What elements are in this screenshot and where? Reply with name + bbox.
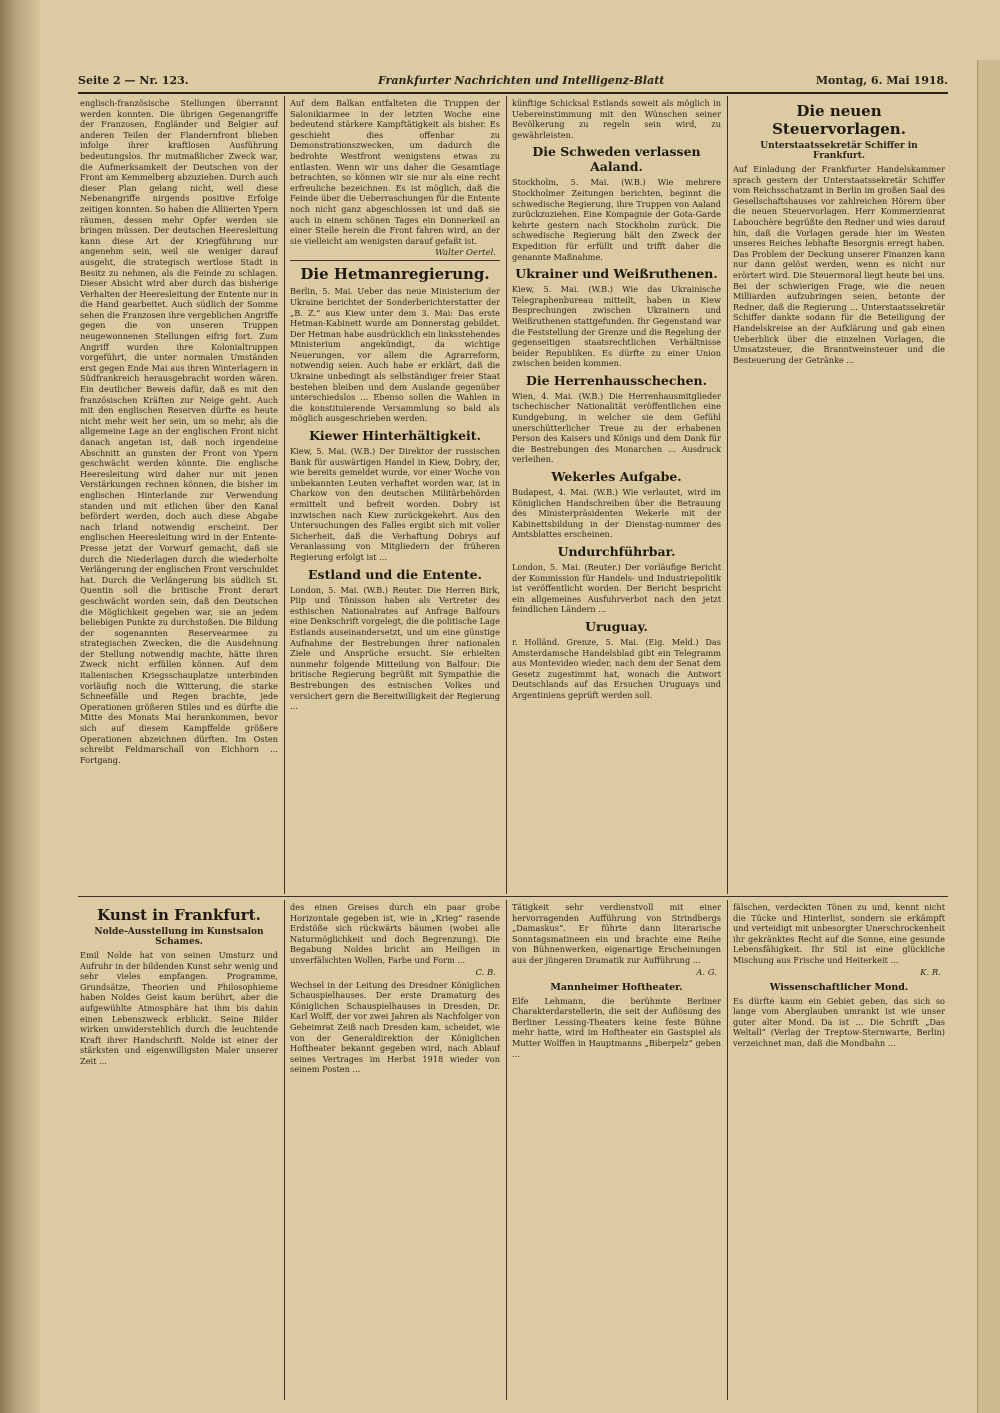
- article-text: Auf Einladung der Frankfurter Handelskammer sprach gestern der Unterstaatssekretär Schiffer vom Reichsschatzamt in Berlin im großen Saal des Gesellschaftshauses vor zahlreichen Hörern über die neuen Steuervorlagen. Herr Kommerzienrat Labouchère begrüßte den Redner und wies darauf hin, daß die Vorlagen gerade hier im Westen unseres Reiches lebhafte Besorgnis erregt haben. Das Problem der Deckung unserer Finanzen kann nur dann gelöst werden, wenn es nicht nur erörtert wird. Die Steuermoral liegt heute bei uns. Bei der schwierigen Frage, wie die neuen Milliarden aufzubringen seien, betonte der Redner, daß die Regierung ... Unterstaatssekretär Schiffer dankte sodann für die Beteiligung der Handelskreise an der Aufklärung und gab einen Ueberblick über die einzelnen Vorlagen, die Umsatzsteuer, die Branntweinsteuer und die Besteuerung der Getränke ...: [733, 164, 945, 365]
- newspaper-title: Frankfurter Nachrichten und Intelligenz-Blatt: [378, 74, 665, 87]
- headline-herrenhaus: Die Herrenhausschechen.: [526, 372, 707, 388]
- headline-undurchfuehrbar: Undurchführbar.: [557, 544, 676, 559]
- column-divider: [284, 96, 285, 894]
- issue-date: Montag, 6. Mai 1918.: [815, 74, 948, 87]
- article-text: Stockholm, 5. Mai. (W.B.) Wie mehrere Stockholmer Zeitungen berichten, beginnt die schwedische Regierung, ihre Truppen von Aaland zurückzuziehen. Eine Kompagnie der Gota-Garde kehrte gestern nach Stockholm zurück. Die schwedische Regierung hält den Zweck der Expedition für erfüllt und trifft daher die genannte Maßnahme.: [512, 177, 721, 262]
- headline-kunst: Kunst in Frankfurt.: [97, 906, 261, 924]
- headline-steuervorlagen: Die neuen Steuervorlagen.: [772, 102, 906, 138]
- article-text: London, 5. Mai. (Reuter.) Der vorläufige Bericht der Kommission für Handels- und Industriepolitik ist veröffentlicht worden. Der Bericht bespricht ein allgemeines Ausfuhrverbot nach den jetzt feindlichen Ländern ...: [512, 562, 721, 615]
- feuilleton-column-3: [512, 902, 721, 1398]
- column-3: [512, 98, 721, 892]
- headline-estland: Estland und die Entente.: [308, 566, 482, 582]
- headline-schweden: Die Schweden verlassen Aaland.: [532, 144, 701, 175]
- author-signature: K. R.: [920, 967, 941, 978]
- column-divider: [506, 900, 507, 1400]
- column-divider: [727, 96, 728, 894]
- column-divider: [727, 900, 728, 1400]
- article-text: Emil Nolde hat von seinen Umsturz und Aufruhr in der bildenden Kunst sehr wenig und sehr vieles empfangen. Programme, Grundsätze, Theorien und Philosophieme haben Noldes Geist kaum berührt, aber die aufgewühlte Atmosphäre hat ihm bis dahin einen Lebenszweck erblickt. Seine Bilder wirken unwiderstehlich durch die leuchtende Kraft ihrer Handschrift. Nolde ist einer der stärksten und eigenwilligsten Maler unserer Zeit ...: [80, 950, 278, 1066]
- headline-ukrainer: Ukrainer und Weißruthenen.: [515, 266, 718, 282]
- headline-hetmanregierung: Die Hetmanregierung.: [300, 265, 490, 284]
- article-text: London, 5. Mai. (W.B.) Reuter. Die Herren Birk, Piip und Tõnisson haben als Vertreter des esthischen Nationalrates auf Anfrage Balfours eine Denkschrift vorgelegt, die die politische Lage Estlands auseinandersetzt, und um eine günstige Aufnahme der Bestrebungen ihrer nationalen Ziele und Ansprüche ersucht. Sie erhielten nunmehr folgende Mitteilung von Balfour: Die britische Regierung begrüßt mit Sympathie die Bestrebungen des estnischen Volkes und versichert gern die Bereitwilligkeit der Regierung ...: [290, 584, 500, 712]
- feuilleton-column-4: [733, 902, 945, 1398]
- section-divider: [78, 896, 948, 897]
- column-4: [733, 98, 945, 892]
- article-text: r. Holländ. Grenze, 5. Mai. (Eig. Meld.) Das Amsterdamsche Handelsblad gibt ein Telegramm aus Montevideo wieder, nach dem der Senat dem Gesetz zugestimmt hat, wonach die Antwort Deutschlands auf das Ersuchen Uruguays und Argentiniens geprüft werden soll.: [512, 636, 721, 700]
- feuilleton-column-1: [80, 902, 278, 1398]
- page-number: Seite 2 — Nr. 123.: [78, 74, 189, 87]
- author-signature: Walter Oertel.: [435, 248, 496, 259]
- article-text: Wien, 4. Mai. (W.B.) Die Herrenhausmitglieder tschechischer Nationalität veröffentlichen eine Kundgebung, in welcher sie dem Gefühl unerschütterlicher Treue zu der erhabenen Person des Kaisers und Königs und dem Dank für die Bestrebungen des Monarchen ... Ausdruck verleihen.: [512, 390, 721, 465]
- article-text: Budapest, 4. Mai. (W.B.) Wie verlautet, wird im Königlichen Handschreiben über die Betrauung des Ministerpräsidenten Wekerle mit der Kabinettsbildung in der Dienstag-nummer des Amtsblattes erscheinen.: [512, 487, 721, 540]
- feuilleton-column-2: [290, 902, 500, 1398]
- article-text: Es dürfte kaum ein Gebiet geben, das sich so lange vom Aberglauben umrankt ist wie unser guter alter Mond. Da ist ... Die Schrift „Das Weltall“ (Verlag der Treptow-Sternwarte, Berlin) verzeichnet man, daß die Mondbahn ...: [733, 995, 945, 1048]
- headline-uruguay: Uruguay.: [585, 618, 648, 634]
- article-text: Elfe Lehmann, die berühmte Berliner Charakterdarstellerin, die seit der Auflösung des Berliner Lessing-Theaters keine feste Bühne mehr hatte, wird im Hoftheater ein Gastspiel als Mutter Wolffen in Hauptmanns „Biberpelz“ geben ...: [512, 995, 721, 1059]
- author-signature: A. G.: [696, 967, 717, 978]
- article-text: Wechsel in der Leitung des Dresdner Königlichen Schauspielhauses. Der erste Dramaturg des Königlichen Schauspielhauses in Dresden, Dr. Karl Wolff, der vor zwei Jahren als Nachfolger von Geheimrat Zeiß nach Dresden kam, scheidet, wie von der Generaldirektion der Königlichen Hoftheater bekannt gegeben wird, nach Ablauf seines Vertrages im Herbst 1918 wieder von seinem Posten ...: [290, 979, 500, 1075]
- subheadline: Unterstaatssekretär Schiffer in Frankfurt.: [760, 141, 918, 161]
- article-text: künftige Schicksal Estlands soweit als möglich in Uebereinstimmung mit den Wünschen seiner Bevölkerung zu regeln sein wird, zu gewährleisten.: [512, 98, 721, 140]
- headline-mannheim: Mannheimer Hoftheater.: [550, 981, 683, 993]
- header-rule: [78, 92, 948, 94]
- column-divider: [284, 900, 285, 1400]
- page-binding: [0, 0, 40, 1413]
- article-text: Berlin, 5. Mai. Ueber das neue Ministerium der Ukraine berichtet der Sonderberichterstatter der „B. Z.“ aus Kiew unter dem 3. Mai: Das erste Hetman-Kabinett wurde am Donnerstag gebildet. Der Hetman habe ausdrücklich ein linksstehendes Ministerium angekündigt, da wichtige Neuerungen, vor allem die Agrarreform, notwendig seien. Auch habe er erklärt, daß die Ukraine unbedingt als selbständiger freier Staat bestehen bleiben und dem Auslande gegenüber unterschiedslos ... Ebenso sollen die Wahlen in die konstituierende Versammlung so bald als möglich ausgeschrieben werden.: [290, 286, 500, 424]
- column-divider: [506, 96, 507, 894]
- column-1: [80, 98, 278, 892]
- headline-mond: Wissenschaftlicher Mond.: [769, 981, 909, 993]
- headline-kiewer: Kiewer Hinterhältigkeit.: [309, 428, 481, 444]
- subheadline: Nolde-Ausstellung im Kunstsalon Schames.: [94, 927, 264, 947]
- article-text: Kiew, 5. Mai. (W.B.) Wie das Ukrainische Telegraphenbureau mitteilt, haben in Kiew Besprechungen zwischen Ukrainern und Weißruthenen stattgefunden. Ihr Gegenstand war die Feststellung der Grenze und die Regelung der gegenseitigen staatsrechtlichen Verhältnisse beider Republiken. Es dürfte zu einer Union zwischen beiden kommen.: [512, 284, 721, 369]
- article-text: Tätigkeit sehr verdienstvoll mit einer hervorragenden Aufführung von Strindbergs „Damaskus“. Er führte dann literarische Sonntagsmatineen ein und brachte eine Reihe von Bühnenwerken, eigenartige Erscheinungen aus der jüngeren Dramatik zur Aufführung ...: [512, 902, 721, 965]
- running-header: [78, 74, 948, 92]
- article-text: fälschen, verdeckten Tönen zu und, kennt nicht die Tücke und Hinterlist, sondern sie erkämpft und verteidigt mit unbesorgter Unerschrockenheit ihr gekränktes Recht auf die Sonne, eine gesunde Lebensfähigkeit. Ihr Stil ist eine glückliche Mischung aus Frische und Heiterkeit ...: [733, 902, 945, 965]
- article-divider: [290, 260, 500, 261]
- adjacent-page-edge: [977, 60, 1000, 1413]
- war-report-text: englisch-französische Stellungen überrannt werden konnten. Die übrigen Gegenangriffe der Franzosen, Engländer und Belgier auf anderen Teilen der Flandernfront blieben infolge ihrer kraftlosen Ausführung bedeutungslos. Ihr mutmaßlicher Zweck war, die Aufmerksamkeit der Deutschen von der Front am Kemmelberg abzuziehen. Durch auch dieser Plan gelang nicht, weil diese Nebenangriffe nirgends positive Erfolge zeitigen konnten. So haben die Alliierten Ypern räumen, dessen mehr Opfer werden sie bringen müssen. Der deutschen Heeresleitung kann diese Art der Kriegführung nur angenehm sein, weil sie weniger darauf ausgeht, die strategisch wertlose Stadt in Besitz zu nehmen, als die Feinde zu schlagen. Dieser Absicht wird aber durch das bisherige Verhalten der Heeresleitung der Entente nur in die Hand gearbeitet. Auch südlich der Somme sehen die Franzosen ihre vergeblichen Angriffe gegen die von unseren Truppen neugewonnenen Stellungen eifrig fort. Zum Angriff wurden ihre Kolonialtruppen vorgeführt, die unter normalen Umständen erst gegen Ende Mai aus ihren Winterlagern in Südfrankreich herausgebracht worden wären. Ein deutlicher Beweis dafür, daß es mit den französischen Kräften zur Neige geht. Auch mit den englischen Reserven dürfte es heute nicht mehr weit her sein, um so mehr, als die allgemeine Lage an der englischen Front nicht danach angetan ist, daß noch irgendeine Abschnitt an gunsten der Front von Ypern geschwächt werden könnte. Die englische Heeresleitung wird daher nur mit jenen Verstärkungen rechnen können, die bisher im englischen Hinterlande zur Verwendung standen und mit etlichen über den Kanal befördert werden, doch auch diese Abgabe nach Irland notwendig erscheint. Der englischen Heeresleitung wird in der Entente-Presse jetzt der Vorwurf gemacht, daß sie durch die Niederlagen durch die wiederholte Verlängerung der englischen Front verschuldet hat. Durch die Verlängerung bis südlich St. Quentin soll die britische Front derart geschwächt worden sein, daß den Deutschen die Möglichkeit gegeben war, sie an jedem beliebigen Punkte zu durchstoßen. Die Bildung der sogenannten Reservearmee zu strategischen Zwecken, die die Ausdehnung der Stellung notwendig machte, hätte ihren Zweck nicht erfüllen können. Auf dem italienischen Kriegsschauplatze unterbinden vorläufig noch die Witterung, die starke Schneefälle und Regen brachte, jede Operationen größeren Stiles und es dürfte die Mitte des Monats Mai herankommen, bevor sich auf diesem Kampffelde größere Operationen abzeichnen dürften. Im Osten schreibt Feldmarschall von Eichhorn ... Fortgang.: [80, 98, 278, 765]
- author-signature: C. B.: [475, 967, 496, 978]
- headline-wekerle: Wekerles Aufgabe.: [551, 469, 682, 485]
- column-2: [290, 98, 500, 892]
- article-text: Kiew, 5. Mai. (W.B.) Der Direktor der russischen Bank für auswärtigen Handel in Kiew, Dobry, der, wie bereits gemeldet wurde, vor einer Woche von unbekannten Leuten verhaftet worden war, ist in Charkow von den deutschen Militärbehörden ermittelt und befreit worden. Dobry ist inzwischen nach Kiew zurückgekehrt. Aus den Untersuchungen des Falles ergibt sich mit voller Sicherheit, daß die Verhaftung Dobrys auf Veranlassung von Mitgliedern der früheren Regierung erfolgt ist ...: [290, 446, 500, 562]
- balkan-report-text: Auf dem Balkan entfalteten die Truppen der Salonikiarmee in der letzten Woche eine bedeutend stärkere Kampftätigkeit als bisher. Es geschieht dies offenbar zu Demonstrationszwecken, um dadurch die bedrohte Westfront wenigstens etwas zu entlasten. Wenn wir uns daher die Gesamtlage betrachten, so können wir sie nur als eine recht erfreuliche bezeichnen. Es ist möglich, daß die Feinde über die Ueberraschungen für die Entente noch nicht ganz abgeschlossen ist und daß sie auch in einem schönen Tages ein Donnerkeil an einer Stelle herein die Front fahren wird, an der sie vielleicht am wenigsten darauf gefaßt ist.: [290, 98, 500, 246]
- article-text: des einen Greises durch ein paar grobe Horizontale gegeben ist, wie in „Krieg“ rasende Erdstöße sich rückwärts bäumen (wobei alle Naturmöglichkeit und doch Begrenzung). Die Begabung Noldes bricht am Heiligen in unverfälschten Wollen, Farbe und Form ...: [290, 902, 500, 965]
